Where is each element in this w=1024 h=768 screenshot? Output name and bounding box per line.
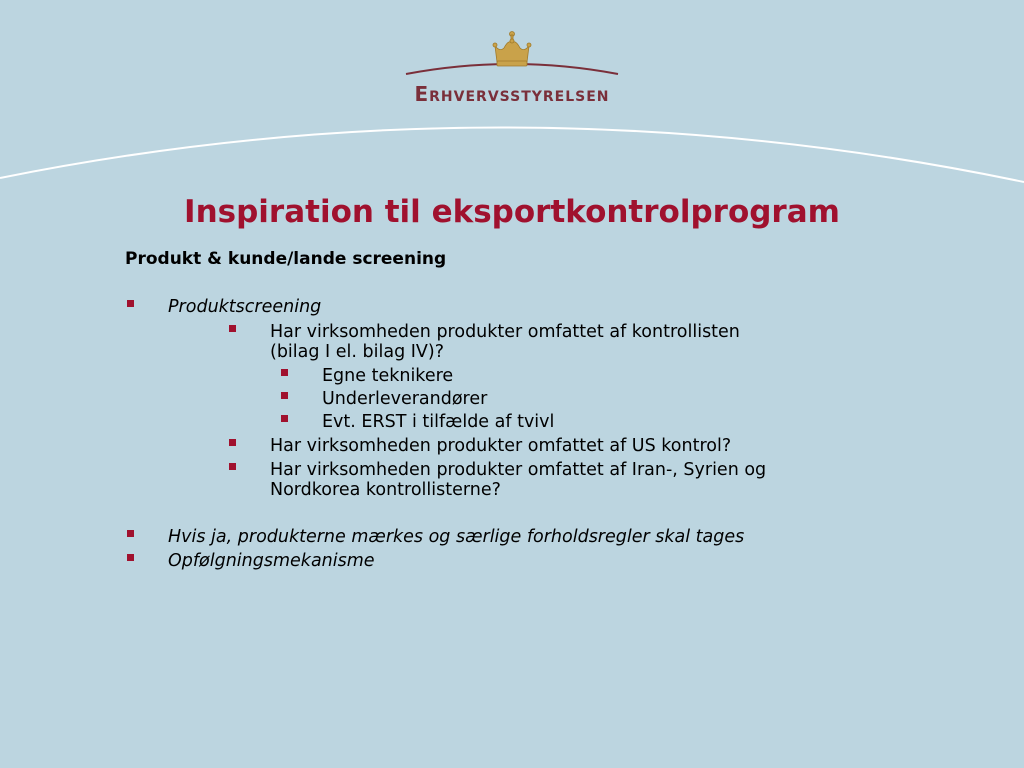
list-item-text: Har virksomheden produkter omfattet af Iran-, Syrien og	[270, 460, 767, 480]
list-item-text: Hvis ja, produkterne mærkes og særlige forholdsregler skal tages	[168, 527, 745, 547]
list-item-text-continued: Nordkorea kontrollisterne?	[270, 480, 501, 500]
slide-subtitle: Produkt & kunde/lande screening	[125, 249, 447, 269]
decorative-arc	[0, 0, 1024, 200]
bullet-icon	[127, 300, 134, 307]
list-item-text: Produktscreening	[168, 297, 322, 317]
list-item-text: Evt. ERST i tilfælde af tvivl	[322, 412, 555, 432]
bullet-icon	[229, 439, 236, 446]
logo-text: Erhvervsstyrelsen	[414, 82, 610, 106]
bullet-icon	[229, 325, 236, 332]
list-item-text: Egne teknikere	[322, 366, 454, 386]
slide-title: Inspiration til eksportkontrolprogram	[184, 194, 840, 230]
list-item-text: Underleverandører	[322, 389, 488, 409]
list-item-text: Opfølgningsmekanisme	[168, 551, 375, 571]
bullet-icon	[281, 392, 288, 399]
list-item-text-continued: (bilag I el. bilag IV)?	[270, 342, 445, 362]
list-item-text: Har virksomheden produkter omfattet af US kontrol?	[270, 436, 732, 456]
bullet-icon	[127, 530, 134, 537]
list-item-text: Har virksomheden produkter omfattet af kontrollisten	[270, 322, 740, 342]
bullet-icon	[127, 554, 134, 561]
bullet-icon	[281, 415, 288, 422]
bullet-icon	[229, 463, 236, 470]
bullet-icon	[281, 369, 288, 376]
